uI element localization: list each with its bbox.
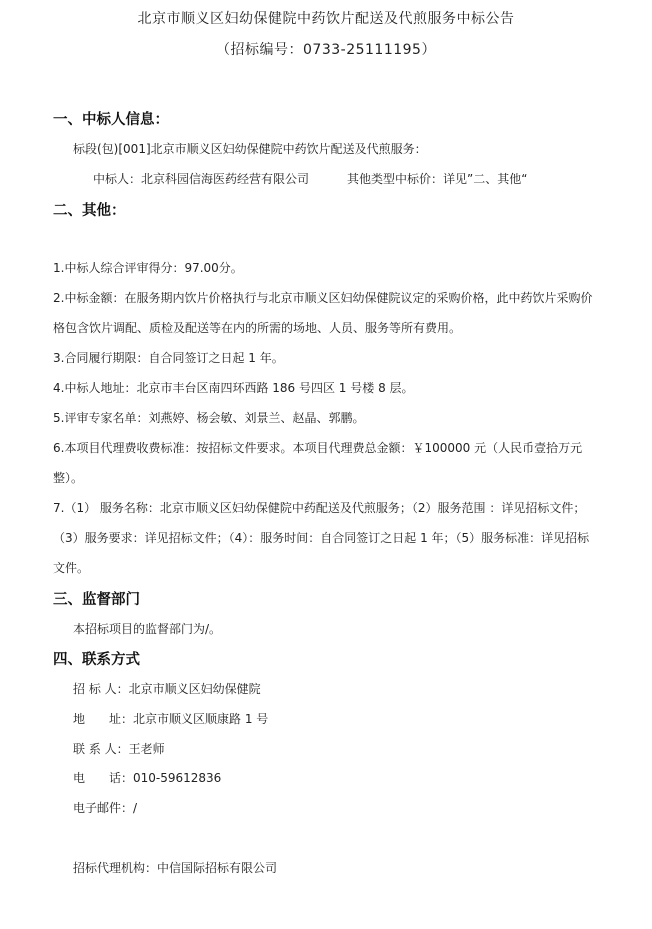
contact-tenderer: 招 标 人：北京市顺义区妇幼保健院 xyxy=(73,682,261,696)
winning-price: 其他类型中标价：详见”二、其他“ xyxy=(347,172,528,186)
item-term: 3.合同履行期限：自合同签订之日起 1 年。 xyxy=(53,351,284,365)
item-amount: 2.中标金额：在服务期内饮片价格执行与北京市顺义区妇幼保健院议定的采购价格，此中药饮片采购价格包含饮片调配、质检及配送等在内的所需的场地、人员、服务等所有费用。 xyxy=(53,291,593,335)
section-contact-heading: 四、联系方式 xyxy=(53,652,140,668)
item-score: 1.中标人综合评审得分：97.00分。 xyxy=(53,261,243,275)
item-experts: 5.评审专家名单：刘燕婷、杨会敏、刘景兰、赵晶、郭鹏。 xyxy=(53,411,365,425)
item-agency-fee: 6.本项目代理费收费标准：按招标文件要求。本项目代理费总金额：￥100000 元（人民币壹拾万元整）。 xyxy=(53,441,583,485)
contact-address: 地 址：北京市顺义区顺康路 1 号 xyxy=(73,712,269,726)
winner-name: 中标人：北京科园信海医药经营有限公司 xyxy=(93,172,310,186)
section-winner-heading: 一、中标人信息： xyxy=(53,112,169,128)
section-supervision-heading: 三、监督部门 xyxy=(53,592,140,608)
lot-info: 标段(包)[001]北京市顺义区妇幼保健院中药饮片配送及代煎服务： xyxy=(73,142,427,156)
supervision-text: 本招标项目的监督部门为/。 xyxy=(73,622,222,636)
item-address: 4.中标人地址：北京市丰台区南四环西路 186 号四区 1 号楼 8 层。 xyxy=(53,381,414,395)
tender-number: （招标编号：0733-25111195） xyxy=(216,42,436,58)
item-service: 7.（1） 服务名称：北京市顺义区妇幼保健院中药配送及代煎服务；（2）服务范围 ：详见招标文件；（3）服务要求：详见招标文件；（4）：服务时间：自合同签订之日起 1 年；（5）服务标准：详见招标文件。 xyxy=(53,501,590,575)
contact-agency: 招标代理机构：中信国际招标有限公司 xyxy=(73,861,278,875)
notice-title: 北京市顺义区妇幼保健院中药饮片配送及代煎服务中标公告 xyxy=(137,11,515,27)
section-other-heading: 二、其他： xyxy=(53,203,126,219)
contact-phone: 电 话：010-59612836 xyxy=(73,771,222,785)
contact-email: 电子邮件：/ xyxy=(73,801,138,815)
contact-person: 联 系 人：王老师 xyxy=(73,742,165,756)
winner-row xyxy=(93,170,527,187)
